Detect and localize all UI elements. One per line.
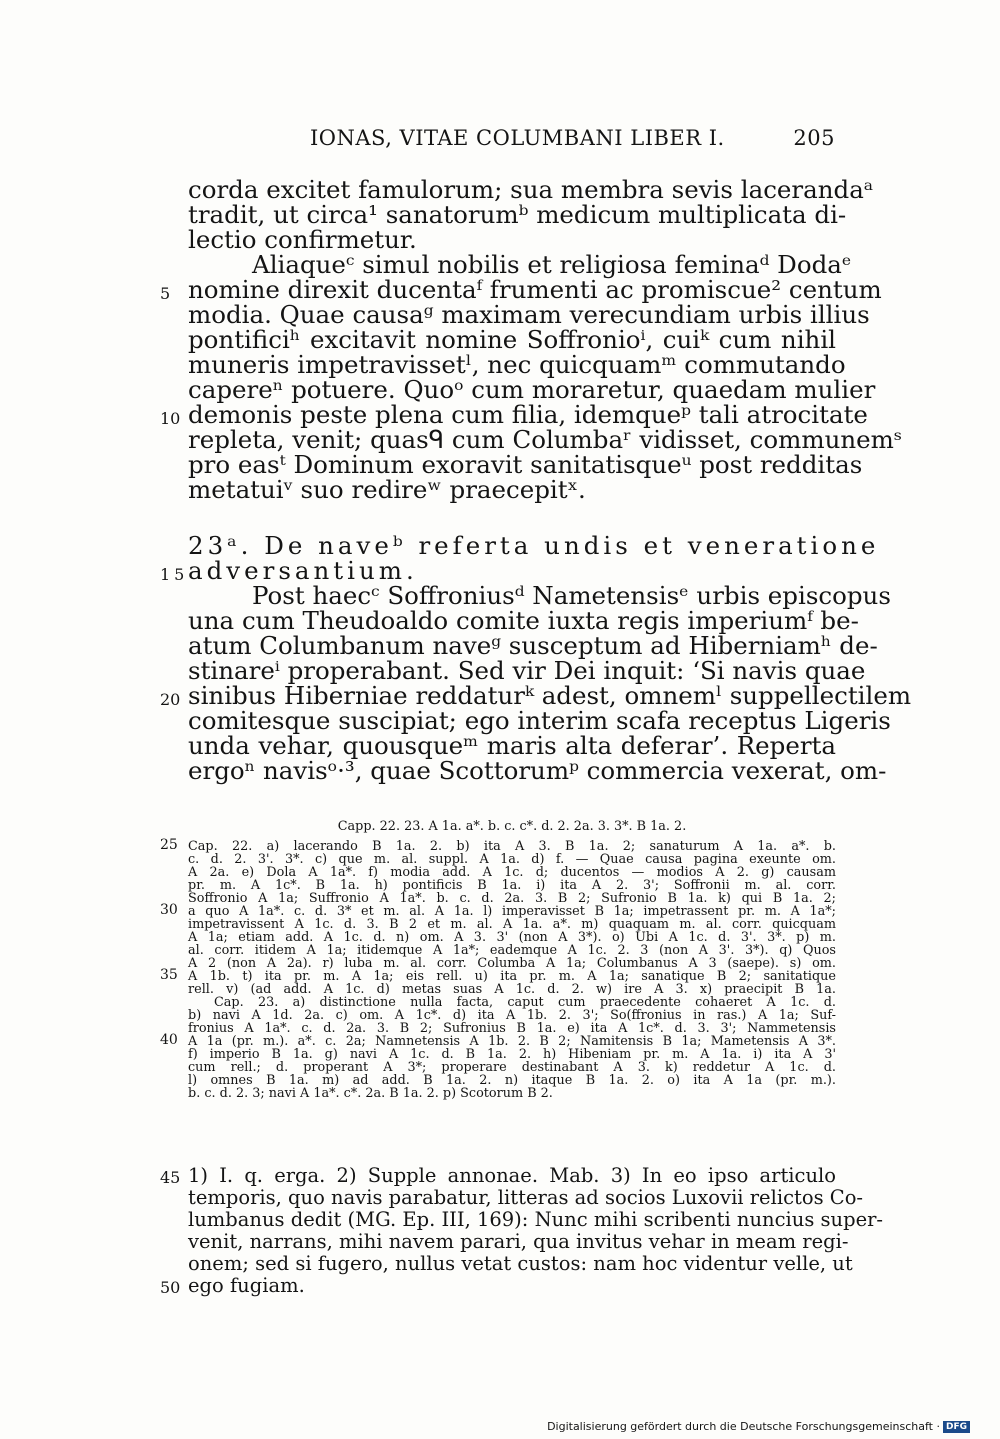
line-number: 35 <box>160 967 178 983</box>
digitization-credit <box>547 1420 970 1433</box>
footnote-line: 45 1) I. q. erga. 2) Supple annonae. Mab. 3) In eo ipso articulo <box>160 1164 836 1187</box>
text-line: corda excitet famulorum; sua membra sevis lacerandaᵃ <box>188 175 874 204</box>
text-line: Aliaqueᶜ simul nobilis et religiosa feminaᵈ Dodaᵉ <box>252 250 852 279</box>
footnote-line: venit, narrans, mihi navem parari, qua invitus vehar in meam regi- <box>188 1230 849 1253</box>
text-line: 10 demonis peste plena cum filia, idemqueᵖ tali atrocitate <box>160 400 868 429</box>
text-line: Post haecᶜ Soffroniusᵈ Nametensisᵉ urbis episcopus <box>252 581 891 610</box>
dfg-logo: DFG <box>943 1421 970 1433</box>
credit-text: Digitalisierung gefördert durch die Deutsche Forschungsgemeinschaft · <box>547 1420 940 1433</box>
text-line: pro easᵗ Dominum exoravit sanitatisqueᵘ post redditas <box>188 450 863 479</box>
apparatus-line: pr. m. A 1c*. B 1a. h) pontificis B 1a. i) ita A 2. 3'; Soffronii m. al. corr. <box>188 878 836 893</box>
text-line: muneris impetravissetˡ, nec quicquamᵐ commutando <box>188 350 846 379</box>
page-number: 205 <box>793 126 835 150</box>
chapter-heading: 23ᵃ. De naveᵇ referta undis et veneratione <box>188 531 880 560</box>
line-number: 25 <box>160 837 178 853</box>
apparatus-line: Soffronio A 1a; Suffronio A 1a*. b. c. d. 2a. 3. B 2; Sufronio B 1a. k) qui B 1a. 2; <box>188 891 836 906</box>
apparatus-line: 25 Cap. 22. a) lacerando B 1a. 2. b) ita A 3. B 1a. 2; sanaturum A 1a. a*. b. <box>160 837 836 854</box>
text-line: unda vehar, quousqueᵐ maris alta deferar’. Reperta <box>188 731 836 760</box>
text-line: comitesque suscipiat; ego interim scafa receptus Ligeris <box>188 706 891 735</box>
text-line: metatuiᵛ suo redireʷ praecepitˣ. <box>188 475 586 504</box>
apparatus-line: A 2 (non A 2a). r) luba m. al. corr. Columba A 1a; Columbanus A 3 (saepe). s) om. <box>188 956 836 971</box>
text-line: lectio confirmetur. <box>188 225 417 254</box>
text-line: capereⁿ potuere. Quoᵒ cum moraretur, quaedam mulier <box>188 375 876 404</box>
line-number: 45 <box>160 1168 181 1187</box>
apparatus-line: al. corr. itidem A 1a; itidemque A 1a*; eademque A 1c. 2. 3 (non A 3'. 3*). q) Quos <box>188 943 836 958</box>
apparatus-line: impetravissent A 1c. d. 3. B 2 et m. al. A 1a. a*. m) quaquam m. al. corr. quicquam <box>188 917 836 932</box>
line-number: 5 <box>160 284 171 303</box>
apparatus-line: 30 a quo A 1a*. c. d. 3* et m. al. A 1a. l) imperavisset B 1a; impetrassent pr. m. A 1a*; <box>160 902 836 919</box>
line-number: 40 <box>160 1032 178 1048</box>
apparatus-line: fronius A 1a*. c. d. 2a. 3. B 2; Sufronius B 1a. e) ita A 1c*. d. 3. 3'; Nammetensis <box>188 1021 836 1036</box>
apparatus-line: b. c. d. 2. 3; navi A 1a*. c*. 2a. B 1a. 2. p) Scotorum B 2. <box>188 1086 553 1101</box>
apparatus-line: cum rell.; d. properant A 3*; properare destinabant A 3. k) reddetur A 1c. d. <box>188 1060 836 1075</box>
running-title: IONAS, VITAE COLUMBANI LIBER I. <box>310 126 725 150</box>
line-number: 20 <box>160 690 181 709</box>
footnote-line: temporis, quo navis parabatur, litteras ad socios Luxovii relictos Co- <box>188 1186 864 1209</box>
footnote-line: lumbanus dedit (MG. Ep. III, 169): Nunc mihi scribenti nuncius super- <box>188 1208 884 1231</box>
apparatus-line: b) navi A 1d. 2a. c) om. A 1c*. d) ita A 1b. 2. 3'; So(ffronius in ras.) A 1a; Suf- <box>188 1008 836 1023</box>
chapter-heading-cont: 15 adversantium. <box>160 556 418 585</box>
line-number: 50 <box>160 1278 181 1297</box>
footnote-line: onem; sed si fugero, nullus vetat custos: nam hoc videntur velle, ut <box>188 1252 853 1275</box>
apparatus-line: Capp. 22. 23. A 1a. a*. b. c. c*. d. 2. 2a. 3. 3*. B 1a. 2. <box>337 819 687 834</box>
text-line: una cum Theudoaldo comite iuxta regis imperiumᶠ be- <box>188 606 859 635</box>
main-text-block <box>160 175 912 785</box>
text-line: tradit, ut circa¹ sanatorumᵇ medicum multiplicata di- <box>188 200 847 229</box>
footnotes <box>160 1164 884 1297</box>
footnote-line: 50 ego fugiam. <box>160 1274 305 1297</box>
text-line: atum Columbanum naveᵍ susceptum ad Hiberniamʰ de- <box>188 631 878 660</box>
apparatus-line: 35 A 1b. t) ita pr. m. A 1a; eis rell. u) ita pr. m. A 1a; sanatique B 2; sanitatique <box>160 967 836 984</box>
text-line: ergoⁿ navisᵒ·³, quae Scottorumᵖ commercia vexerat, om- <box>188 756 887 785</box>
apparatus-line: c. d. 2. 3'. 3*. c) que m. al. suppl. A 1a. d) f. — Quae causa pagina exeunte om. <box>188 852 836 867</box>
text-line: repleta, venit; quasᑫ cum Columbaʳ vidisset, communemˢ <box>188 425 903 454</box>
line-number: 15 <box>160 565 189 584</box>
text-line: stinareⁱ properabant. Sed vir Dei inquit: ‘Si navis quae <box>188 656 866 685</box>
apparatus-line: A 2a. e) Dola A 1a*. f) modia add. A 1c. d; ducentos — modios A 2. g) causam <box>188 865 836 880</box>
line-number: 30 <box>160 902 178 918</box>
apparatus-line: rell. v) (ad add. A 1c. d) metas suas A 1c. d. 2. w) ire A 3. x) praecipit B 1a. <box>188 982 836 997</box>
critical-apparatus <box>160 819 836 1101</box>
text-line: pontificiʰ excitavit nomine Soffronioⁱ, cuiᵏ cum nihil <box>188 325 836 354</box>
line-number: 10 <box>160 409 181 428</box>
text-line: 5 nomine direxit ducentaᶠ frumenti ac promiscue² centum <box>160 275 882 304</box>
apparatus-line: Cap. 23. a) distinctione nulla facta, caput cum praecedente cohaeret A 1c. d. <box>214 995 836 1010</box>
text-line: modia. Quae causaᵍ maximam verecundiam urbis illius <box>188 300 870 329</box>
apparatus-line: f) imperio B 1a. g) navi A 1c. d. B 1a. 2. h) Hibeniam pr. m. A 1a. i) ita A 3' <box>188 1047 836 1062</box>
apparatus-line: A 1a; etiam add. A 1c. d. n) om. A 3. 3' (non A 3*). o) Ubi A 1c. d. 3'. 3*. p) m. <box>188 930 836 945</box>
text-line: 20 sinibus Hiberniae reddaturᵏ adest, omnemˡ suppellectilem <box>160 681 912 710</box>
apparatus-line: 40 A 1a (pr. m.). a*. c. 2a; Namnetensis A 1b. 2. B 2; Namitensis B 1a; Mametensis A 3*. <box>160 1032 836 1049</box>
apparatus-line: l) omnes B 1a. m) ad add. B 1a. 2. n) itaque B 1a. 2. o) ita A 1a (pr. m.). <box>188 1073 836 1088</box>
